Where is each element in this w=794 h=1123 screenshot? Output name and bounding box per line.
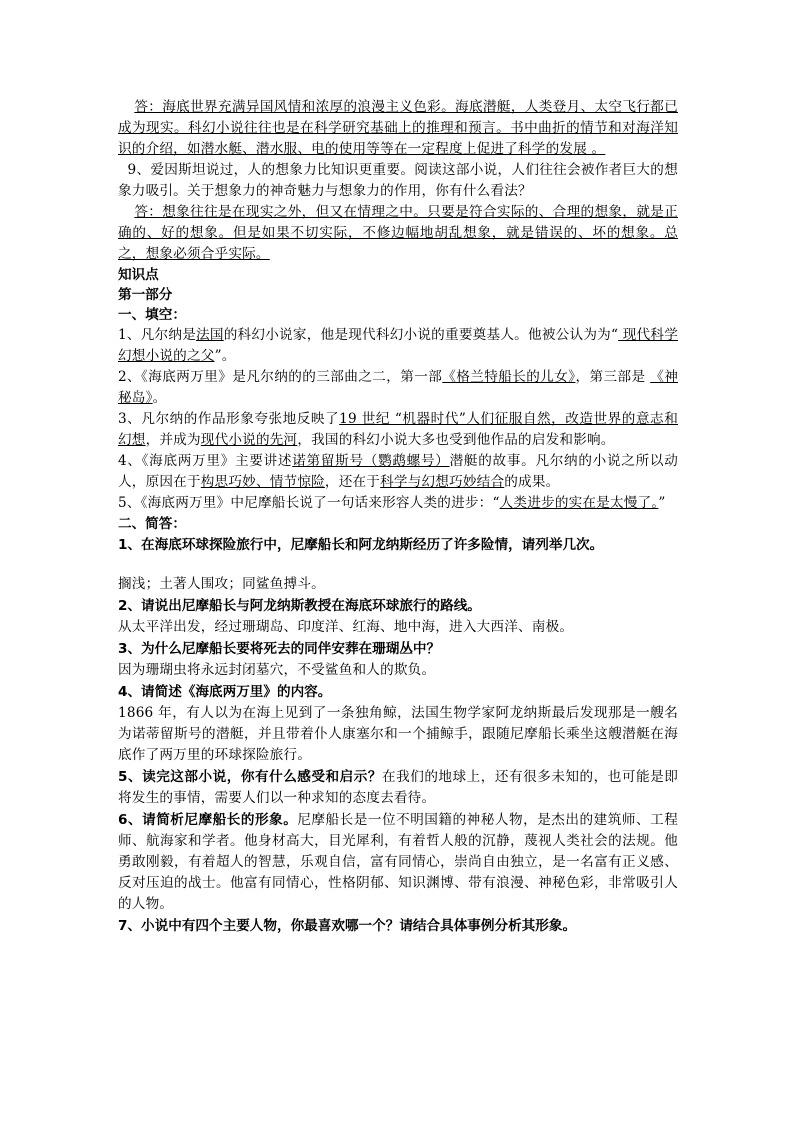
short-answer-3: 因为珊瑚虫将永远封闭墓穴，不受鲨鱼和人的欺负。: [118, 662, 436, 678]
short-question-7: 7、小说中有四个主要人物，你最喜欢哪一个？请结合具体事例分析其形象。: [118, 918, 577, 934]
knowledge-points-heading: 知识点: [118, 267, 159, 283]
short-question-1: 1、在海底环球探险旅行中，尼摩船长和阿龙纳斯经历了许多险情，请列举几次。: [118, 537, 604, 553]
short-answer-2: 从太平洋出发，经过珊瑚岛、印度洋、红海、地中海，进入大西洋、南极。: [118, 619, 574, 635]
fill-item-3: 3、凡尔纳的作品形象夸张地反映了19 世纪 “机器时代”人们征服自然，改造世界的意志和幻想，并成为现代小说的先河，我国的科幻小说大多也受到他作品的启发和影响。: [118, 411, 678, 448]
answer-8: 答：海底世界充满异国风情和浓厚的浪漫主义色彩。海底潜艇，人类登月、太空飞行都已成为现实。科幻小说往往也是在科学研究基础上的推理和预言。书中曲折的情节和对海洋知识的介绍，如潜水艇、潜水服、电的使用等等在一定程度上促进了科学的发展 。: [118, 99, 678, 157]
short-question-3: 3、为什么尼摩船长要将死去的同伴安葬在珊瑚丛中？: [118, 641, 441, 657]
short-question-5: 5、读完这部小说，你有什么感受和启示？在我们的地球上，还有很多未知的，也可能是即将发生的事情，需要人们以一种求知的态度去看待。: [118, 769, 678, 806]
spacer: [118, 556, 678, 574]
fill-item-4: 4、《海底两万里》主要讲述诺第留斯号（鹦鹉螺号）潜艇的故事。凡尔纳的小说之所以动人，原因在于构思巧妙、情节惊险，还在于科学与幻想巧妙结合的成果。: [118, 453, 678, 490]
fill-item-5: 5、《海底两万里》中尼摩船长说了一句话来形容人类的进步：“人类进步的实在是太慢了。”: [118, 495, 666, 511]
short-question-6: 6、请简析尼摩船长的形象。尼摩船长是一位不明国籍的神秘人物，是杰出的建筑师、工程师、航海家和学者。他身材高大，目光犀利，有着哲人般的沉静，蔑视人类社会的法规。他勇敢刚毅，有着超人的智慧，乐观自信，富有同情心，崇尚自由独立，是一名富有正义感、反对压迫的战士。他富有同情心，性格阴郁、知识渊博、带有浪漫、神秘色彩，非常吸引人的人物。: [118, 812, 678, 912]
document-page: [118, 97, 678, 937]
fill-blank-heading: 一、填空：: [118, 307, 186, 323]
answer-9: 答：想象往往是在现实之外，但又在情理之中。只要是符合实际的、合理的想象，就是正确的、好的想象。但是如果不切实际，不修边幅地胡乱想象，就是错误的、坏的想象。总之，想象必须合乎实际。: [118, 204, 678, 262]
short-answer-4: 1866 年，有人以为在海上见到了一条独角鲸，法国生物学家阿龙纳斯最后发现那是一艘名为诺蒂留斯号的潜艇，并且带着仆人康塞尔和一个捕鲸手，跟随尼摩船长乘坐这艘潜艇在海底作了两万里的环球探险旅行。: [118, 705, 678, 763]
short-answer-heading: 二、简答：: [118, 516, 186, 532]
short-question-2: 2、请说出尼摩船长与阿龙纳斯教授在海底环球旅行的路线。: [118, 598, 481, 614]
part-one-heading: 第一部分: [118, 287, 173, 303]
short-answer-1: 搁浅；土著人围攻；同鲨鱼搏斗。: [118, 576, 325, 592]
short-question-4: 4、请简述《海底两万里》的内容。: [118, 684, 332, 700]
fill-item-2: 2、《海底两万里》是凡尔纳的的三部曲之二，第一部《格兰特船长的儿女》，第三部是 《神秘岛》。: [118, 369, 678, 406]
fill-item-1: 1、凡尔纳是法国的科幻小说家，他是现代科幻小说的重要奠基人。他被公认为为“ 现代科学幻想小说的之父”。: [118, 327, 679, 364]
question-9: 9、爱因斯坦说过，人的想象力比知识更重要。阅读这部小说，人们往往会被作者巨大的想象力吸引。关于想象力的神奇魅力与想象力的作用，你有什么看法？: [118, 162, 678, 199]
